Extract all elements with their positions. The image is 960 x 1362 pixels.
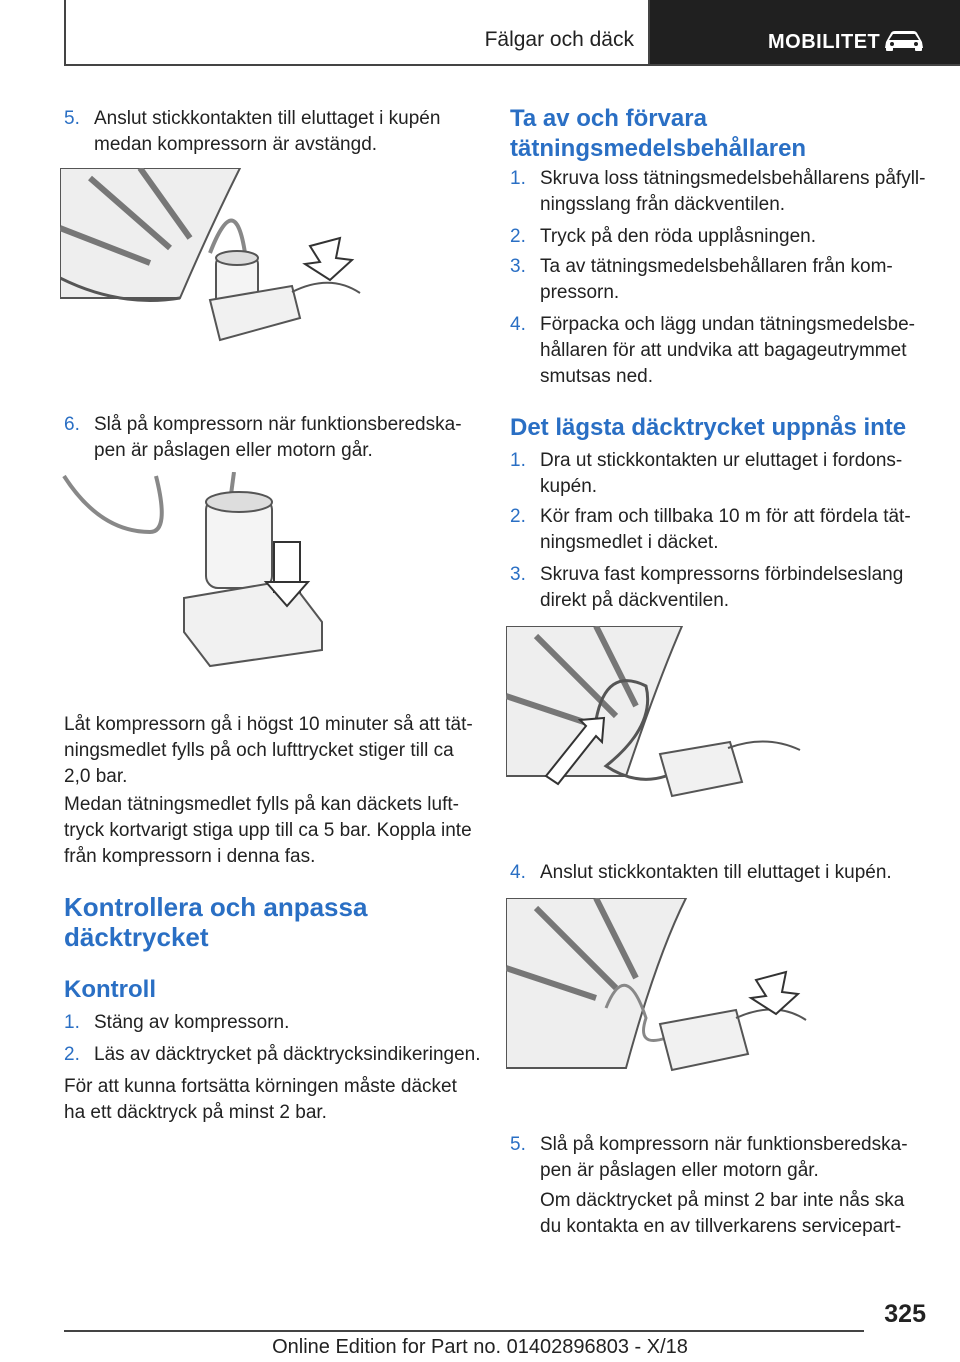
list-item: 3. Ta av tätningsmedelsbehållaren från kompressorn.: [510, 256, 893, 303]
header-section-label: MOBILITET: [768, 31, 881, 53]
list-item: 2. Kör fram och tillbaka 10 m för att fördela tätningsmedlet i däcket.: [510, 506, 911, 553]
header-rule: [64, 64, 960, 66]
subsection-heading: Kontroll: [64, 976, 156, 1003]
header-chapter-title: Fälgar och däck: [484, 28, 634, 51]
list-item: 6. Slå på kompressorn när funktionsberedskapen är påslagen eller motorn går.: [64, 414, 462, 461]
illustration-compressor-plug-in: [506, 898, 816, 1082]
list-item: 5. Anslut stickkontakten till eluttaget i kupén medan kompressorn är avstängd.: [64, 108, 441, 155]
list-item: 1. Dra ut stickkontakten ur eluttaget i fordonskupén.: [510, 450, 903, 497]
list-item: 4. Anslut stickkontakten till eluttaget i kupén.: [510, 862, 892, 883]
header-section-tab: [650, 0, 960, 64]
header-left-rule: [64, 0, 66, 64]
illustration-hose-on-valve: [506, 626, 806, 812]
footer-rule: [64, 1330, 864, 1332]
footer-edition: Online Edition for Part no. 01402896803 - X/18: [272, 1336, 688, 1358]
illustration-compressor-switch-on: [60, 472, 360, 668]
car-icon: [882, 28, 926, 52]
list-item: 3. Skruva fast kompressorns förbindelseslang direkt på däckventilen.: [510, 564, 904, 611]
list-item: 2. Läs av däcktrycket på däcktrycksindikeringen.: [64, 1044, 481, 1065]
paragraph: Låt kompressorn gå i högst 10 minuter så att tätningsmedlet fylls på och lufttrycket stiger till ca 2,0 bar.: [64, 714, 473, 787]
list-item: 4. Förpacka och lägg undan tätningsmedelsbehållaren för att undvika att bagageutrymmet smutsas ned.: [510, 314, 915, 387]
paragraph: För att kunna fortsätta körningen måste däcket ha ett däcktryck på minst 2 bar.: [64, 1076, 457, 1123]
list-item: 1. Skruva loss tätningsmedelsbehållarens påfyllningsslang från däckventilen.: [510, 168, 926, 215]
section-heading: Ta av och förvara tätningsmedelsbehållaren: [510, 105, 807, 162]
paragraph: Om däcktrycket på minst 2 bar inte nås ska du kontakta en av tillverkarens servicepart-: [540, 1190, 905, 1237]
paragraph: Medan tätningsmedlet fylls på kan däckets lufttryck kortvarigt stiga upp till ca 5 bar. Koppla inte från kompressorn i denna fas.: [64, 794, 472, 867]
list-item: 5. Slå på kompressorn när funktionsberedskapen är påslagen eller motorn går.: [510, 1134, 908, 1181]
illustration-compressor-plugged: [60, 168, 370, 354]
list-item: 2. Tryck på den röda upplåsningen.: [510, 226, 817, 247]
section-heading: Det lägsta däcktrycket uppnås inte: [510, 414, 907, 441]
page-number: 325: [884, 1300, 926, 1328]
section-heading: Kontrollera och anpassa däcktrycket: [64, 892, 368, 952]
list-item: 1. Stäng av kompressorn.: [64, 1012, 290, 1033]
